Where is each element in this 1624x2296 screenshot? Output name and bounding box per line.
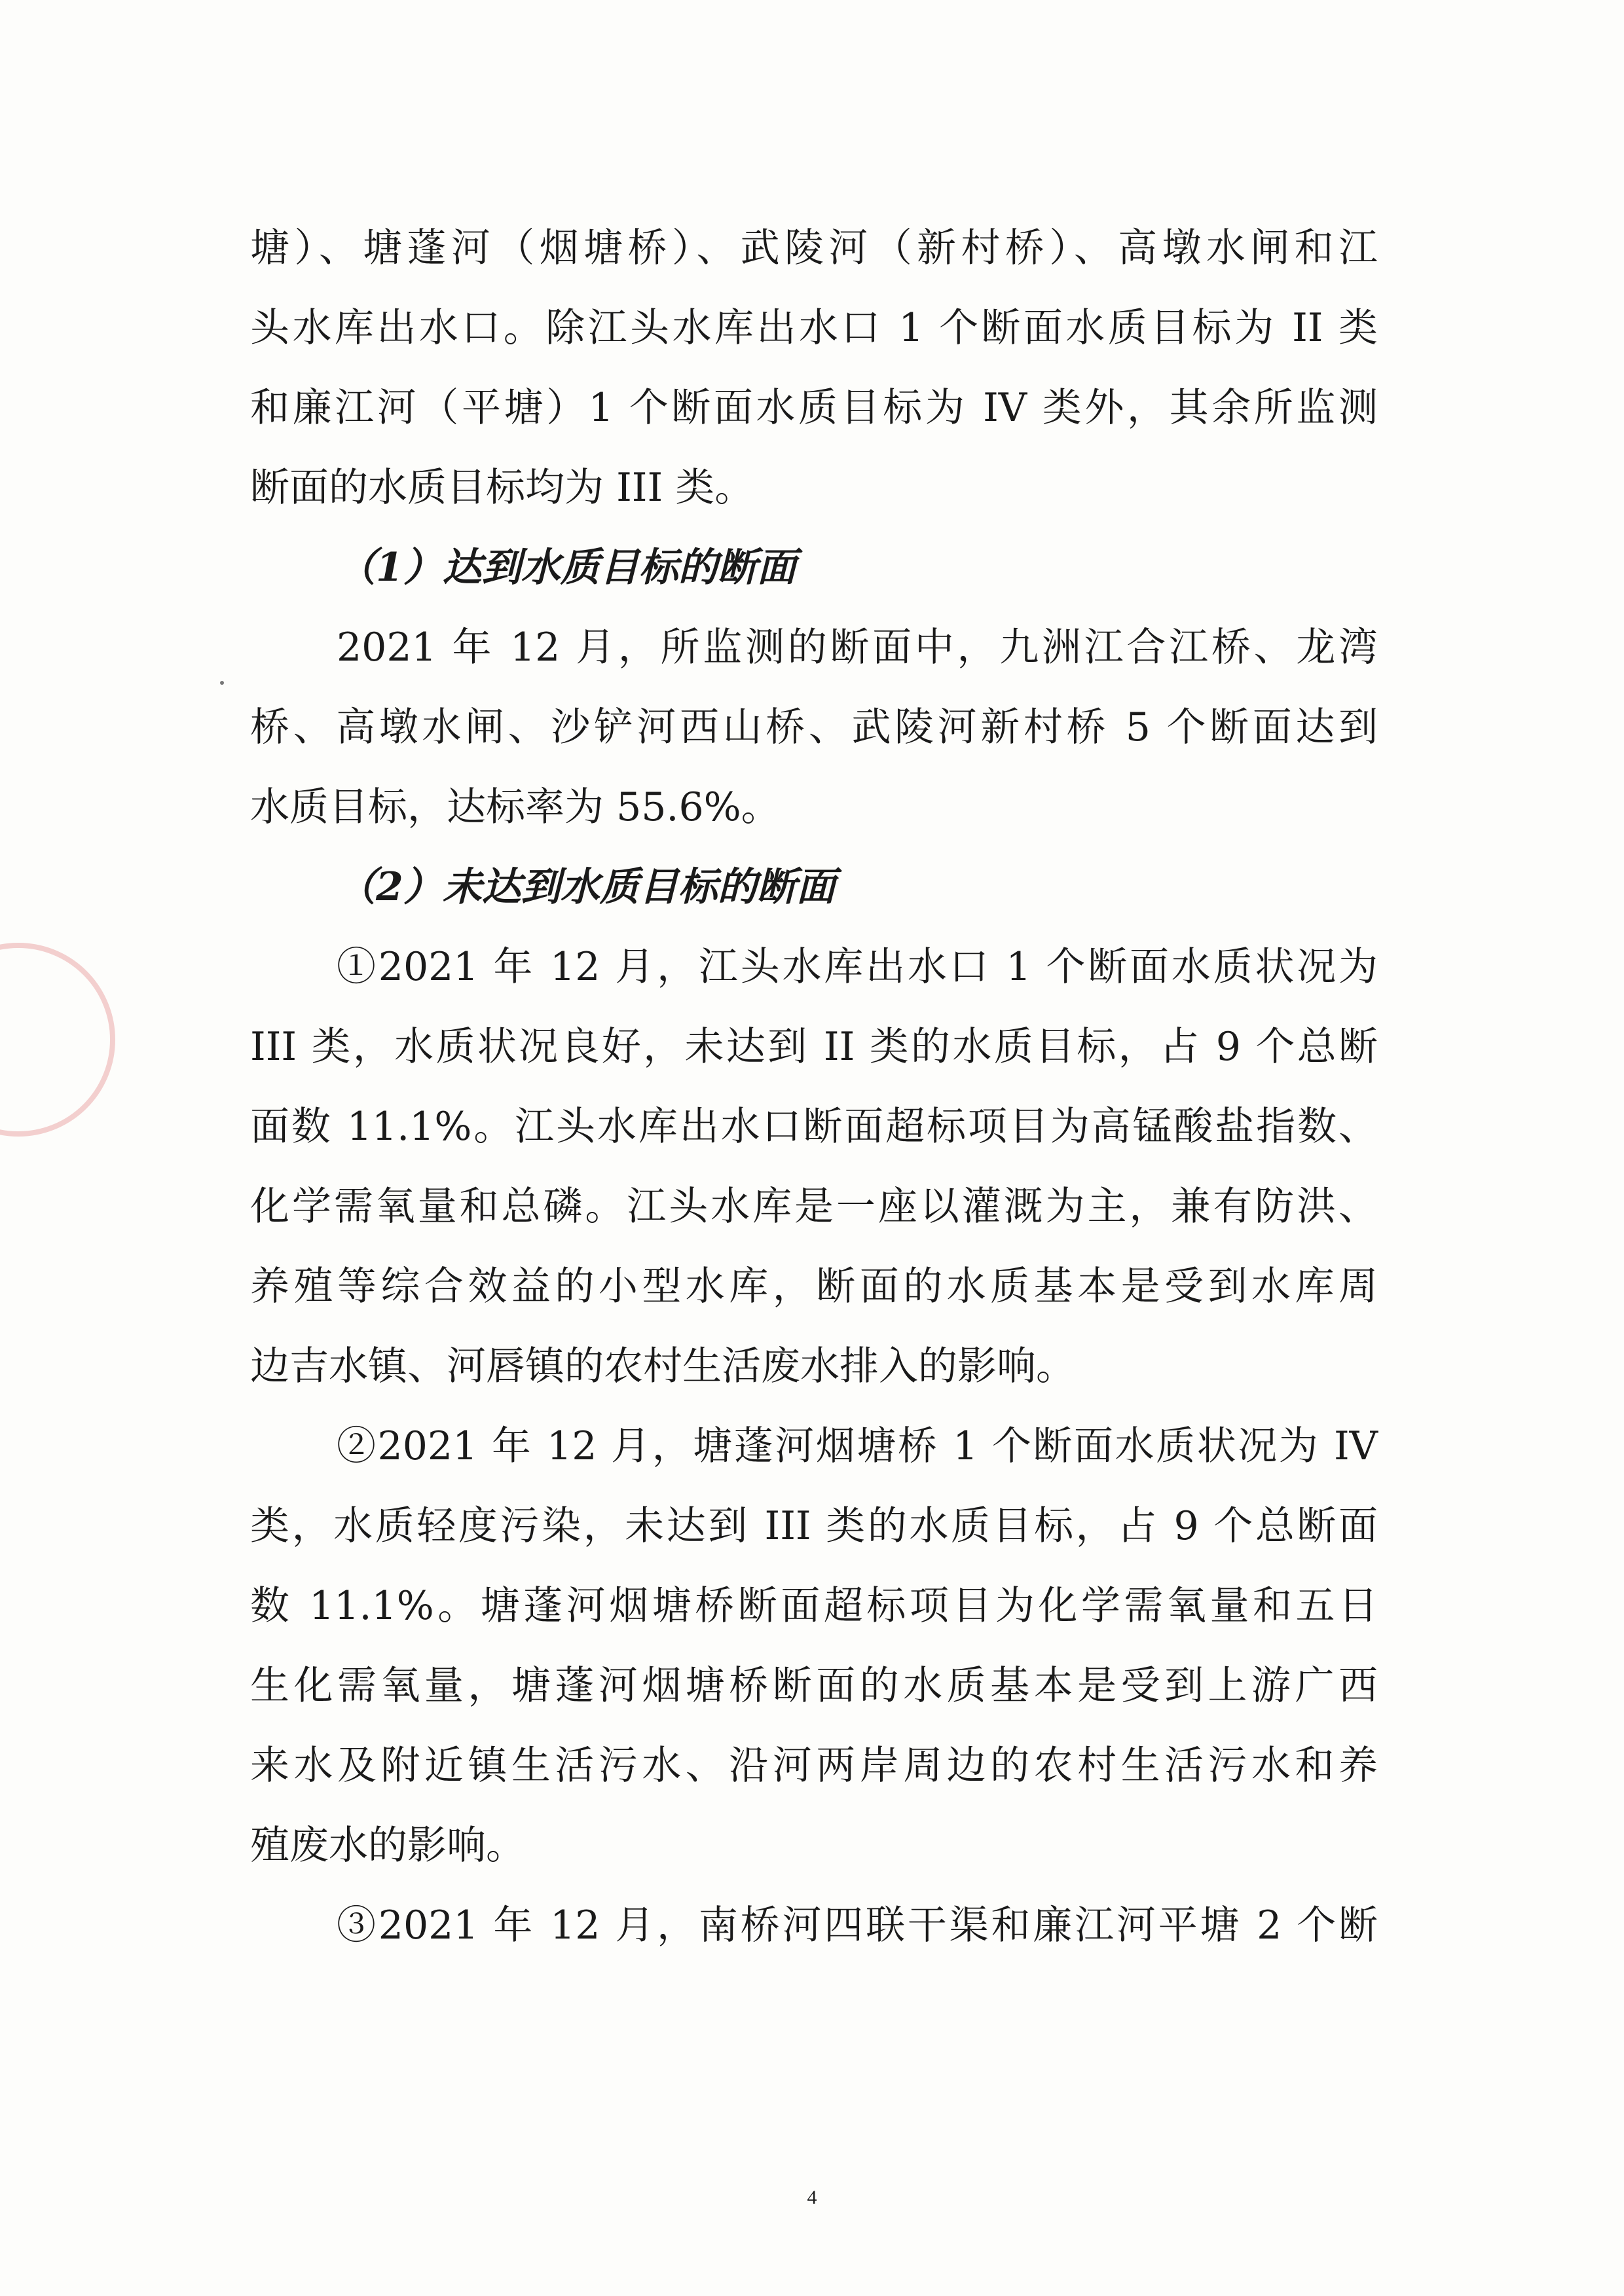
text-line: 桥、高墩水闸、沙铲河西山桥、武陵河新村桥 5 个断面达到 [250, 704, 1378, 750]
body-text [250, 208, 1378, 1965]
text-line: 殖废水的影响。 [250, 1823, 525, 1868]
text-line: 化学需氧量和总磷。江头水库是一座以灌溉为主，兼有防洪、 [250, 1184, 1378, 1230]
text-line: 数 11.1%。塘蓬河烟塘桥断面超标项目为化学需氧量和五日 [250, 1583, 1378, 1629]
text-line: 头水库出水口。除江头水库出水口 1 个断面水质目标为 II 类 [250, 305, 1378, 351]
text-line: ②2021 年 12 月，塘蓬河烟塘桥 1 个断面水质状况为 IV [337, 1423, 1378, 1469]
text-line: III 类，水质状况良好，未达到 II 类的水质目标，占 9 个总断 [250, 1024, 1378, 1070]
section-heading-2: （2）未达到水质目标的断面 [337, 864, 836, 910]
text-line: 类，水质轻度污染，未达到 III 类的水质目标，占 9 个总断面 [250, 1503, 1378, 1549]
text-line: 生化需氧量，塘蓬河烟塘桥断面的水质基本是受到上游广西 [250, 1663, 1378, 1709]
scan-speck [220, 681, 224, 685]
text-line: 水质目标，达标率为 55.6%。 [250, 784, 781, 830]
text-line: 面数 11.1%。江头水库出水口断面超标项目为高锰酸盐指数、 [250, 1104, 1378, 1150]
text-line: 边吉水镇、河唇镇的农村生活废水排入的影响。 [250, 1343, 1075, 1389]
text-line: ①2021 年 12 月，江头水库出水口 1 个断面水质状况为 [337, 944, 1378, 990]
red-seal-stamp [0, 943, 115, 1137]
text-line: 塘）、塘蓬河（烟塘桥）、武陵河（新村桥）、高墩水闸和江 [250, 225, 1378, 271]
text-line: 和廉江河（平塘）1 个断面水质目标为 IV 类外，其余所监测 [250, 385, 1378, 431]
text-line: 断面的水质目标均为 III 类。 [250, 465, 754, 511]
section-heading-1: （1）达到水质目标的断面 [337, 545, 796, 591]
text-line: 来水及附近镇生活污水、沿河两岸周边的农村生活污水和养 [250, 1743, 1378, 1789]
text-line: ③2021 年 12 月，南桥河四联干渠和廉江河平塘 2 个断 [337, 1903, 1378, 1948]
text-line: 2021 年 12 月，所监测的断面中，九洲江合江桥、龙湾 [337, 625, 1378, 670]
page-number: 4 [807, 2187, 817, 2208]
text-line: 养殖等综合效益的小型水库，断面的水质基本是受到水库周 [250, 1264, 1378, 1309]
